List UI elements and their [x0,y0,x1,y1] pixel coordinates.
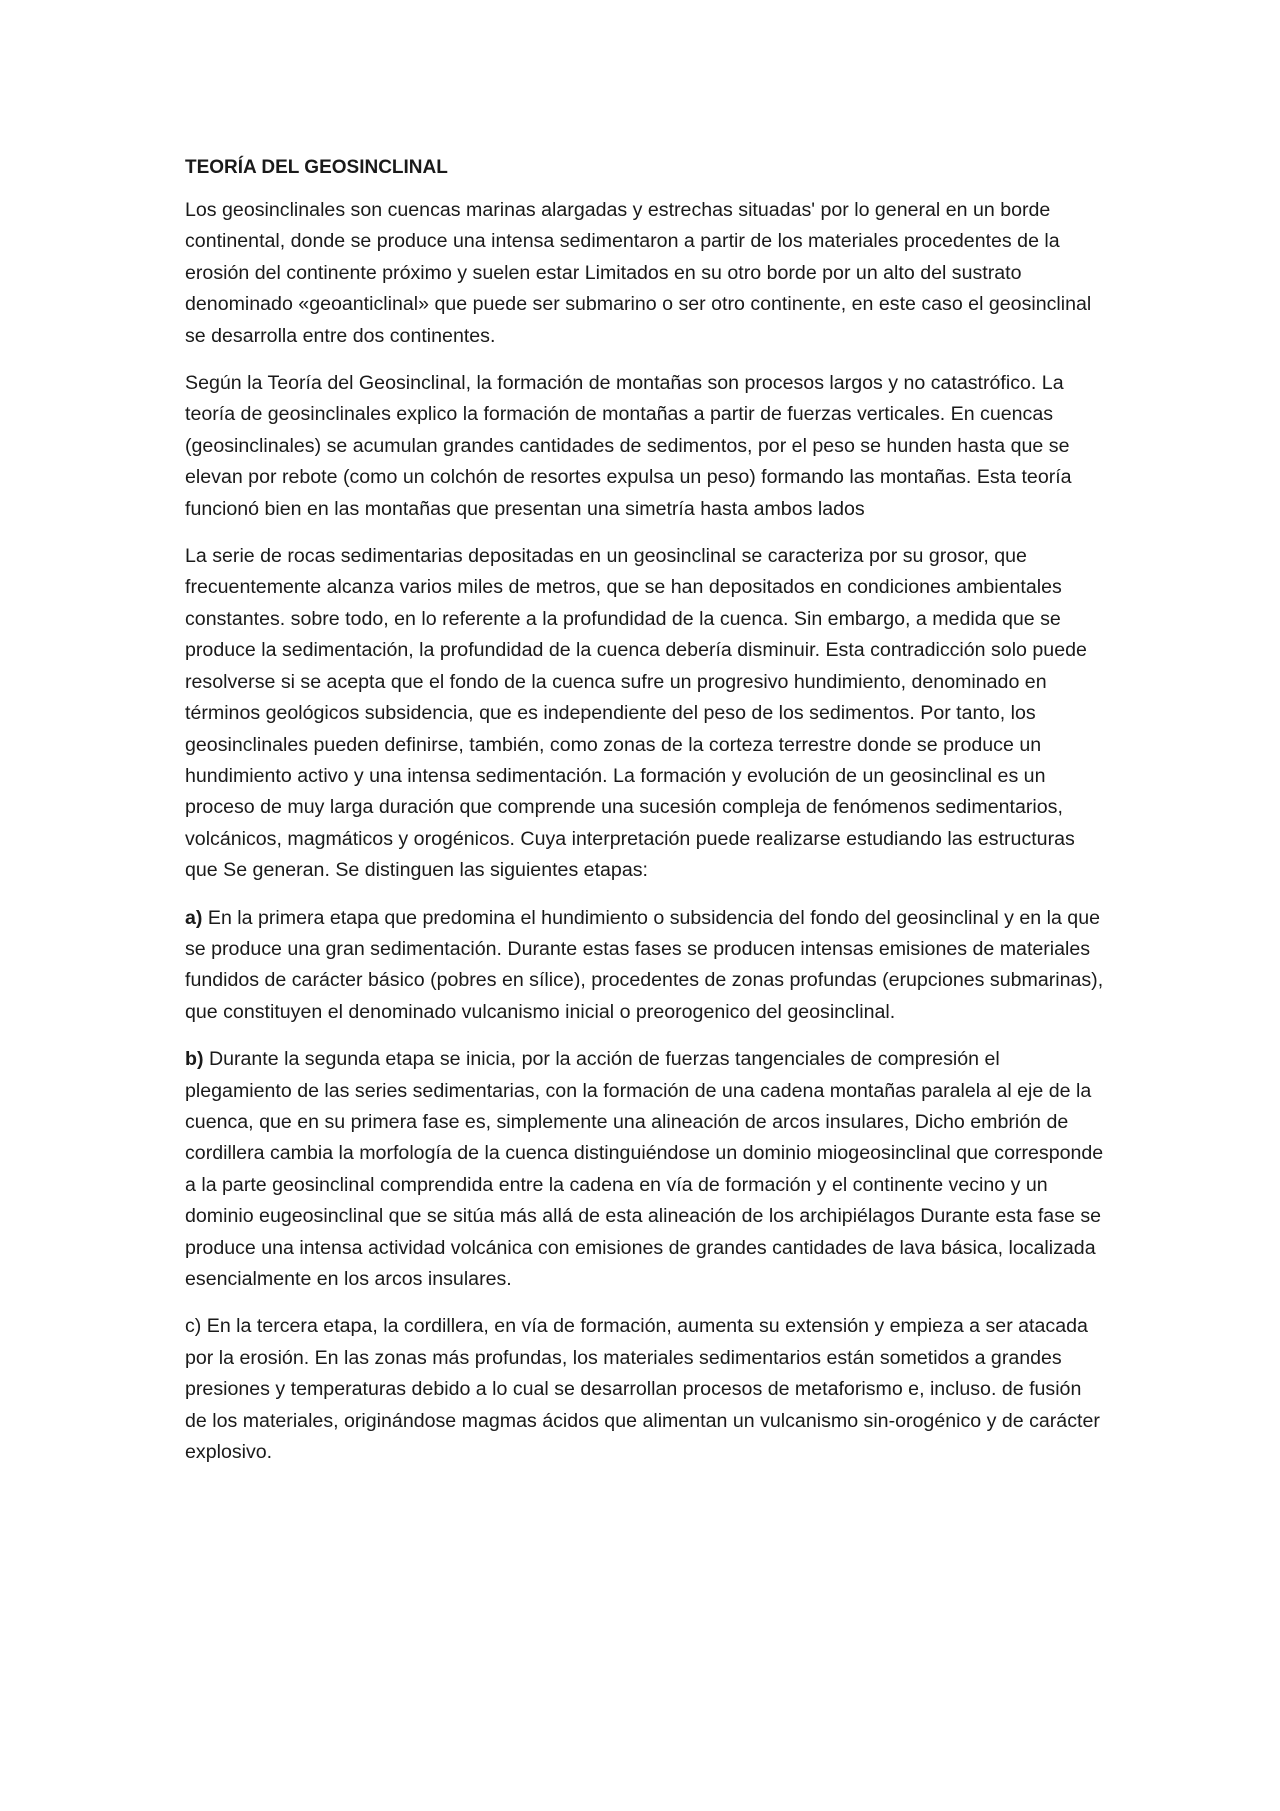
paragraph-stage-c: c) En la tercera etapa, la cordillera, en vía de formación, aumenta su extensión y empieza a ser atacada por la erosión. En las zonas más profundas, los materiales sedimentarios están sometidos a grandes presiones y temperaturas debido a lo cual se desarrollan procesos de metaforismo e, incluso. de fusión de los materiales, originándose magmas ácidos que alimentan un vulcanismo sin-orogénico y de carácter explosivo. [185,1315,1100,1464]
paragraph-theory: Según la Teoría del Geosinclinal, la formación de montañas son procesos largos y no catastrófico. La teoría de geosinclinales explico la formación de montañas a partir de fuerzas verticales. En cuencas (geosinclinales) se acumulan grandes cantidades de sedimentos, por el peso se hunden hasta que se elevan por rebote (como un colchón de resortes expulsa un peso) formando las montañas. Esta teoría funcionó bien en las montañas que presentan una simetría hasta ambos lados [185,372,1072,520]
document-title: TEORÍA DEL GEOSINCLINAL [185,157,448,178]
stage-a-text: En la primera etapa que predomina el hundimiento o subsidencia del fondo del geosinclinal y en la que se produce una gran sedimentación. Durante estas fases se producen intensas emisiones de materiales fundidos de carácter básico (pobres en sílice), procedentes de zonas profundas (erupciones submarinas), que constituyen el denominado vulcanismo inicial o preorogenico del geosinclinal. [185,906,1104,1023]
document-page [185,155,1105,1484]
paragraph-stage-b [185,1044,1105,1295]
paragraph-sedimentary-series: La serie de rocas sedimentarias depositadas en un geosinclinal se caracteriza por su grosor, que frecuentemente alcanza varios miles de metros, que se han depositados en condiciones ambientales constantes. sobre todo, en lo referente a la profundidad de la cuenca. Sin embargo, a medida que se produce la sedimentación, la profundidad de la cuenca debería disminuir. Esta contradicción solo puede resolverse si se acepta que el fondo de la cuenca sufre un progresivo hundimiento, denominado en términos geológicos subsidencia, que es independiente del peso de los sedimentos. Por tanto, los geosinclinales pueden definirse, también, como zonas de la corteza terrestre donde se produce un hundimiento activo y una intensa sedimentación. La formación y evolución de un geosinclinal es un proceso de muy larga duración que comprende una sucesión compleja de fenómenos sedimentarios, volcánicos, magmáticos y orogénicos. Cuya interpretación puede realizarse estudiando las estructuras que Se generan. Se distinguen las siguientes etapas: [185,545,1087,882]
stage-b-text: Durante la segunda etapa se inicia, por la acción de fuerzas tangenciales de compresión el plegamiento de las series sedimentarias, con la formación de una cadena montañas paralela al eje de la cuenca, que en su primera fase es, simplemente una alineación de arcos insulares, Dicho embrión de cordillera cambia la morfología de la cuenca distinguiéndose un dominio miogeosinclinal que corresponde a la parte geosinclinal comprendida entre la cadena en vía de formación y el continente vecino y un dominio eugeosinclinal que se sitúa más allá de esta alineación de los archipiélagos Durante esta fase se produce una intensa actividad volcánica con emisiones de grandes cantidades de lava básica, localizada esencialmente en los arcos insulares. [185,1048,1104,1290]
paragraph-definition: Los geosinclinales son cuencas marinas alargadas y estrechas situadas' por lo general en un borde continental, donde se produce una intensa sedimentaron a partir de los materiales procedentes de la erosión del continente próximo y suelen estar Limitados en su otro borde por un alto del sustrato denominado «geoanticlinal» que puede ser submarino o ser otro continente, en este caso el geosinclinal se desarrolla entre dos continentes. [185,199,1092,347]
stage-a-marker: a) [185,906,203,929]
paragraph-stage-a [185,903,1105,1029]
stage-b-marker: b) [185,1048,204,1071]
